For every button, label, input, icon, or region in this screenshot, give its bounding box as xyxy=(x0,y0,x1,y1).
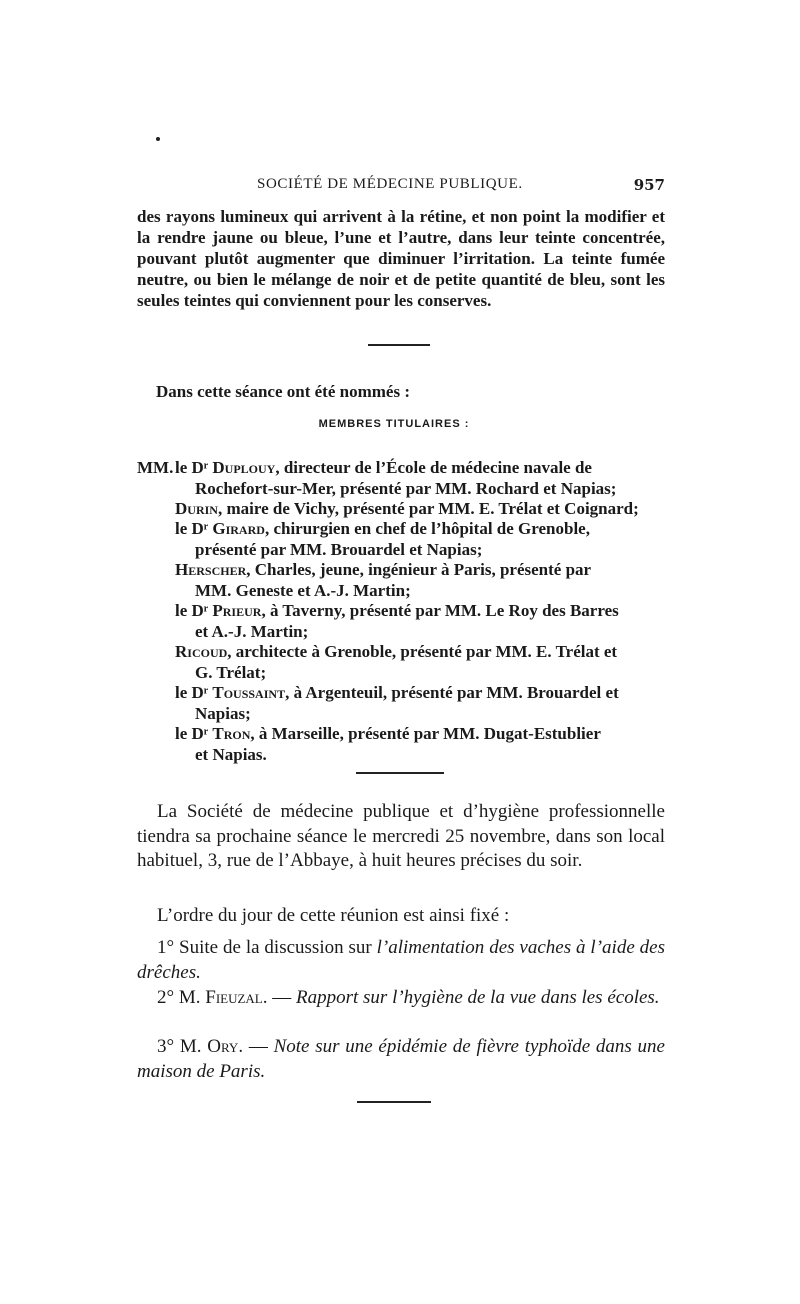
entry-continuation: Rochefort-sur-Mer, présenté par MM. Rochard et Napias; xyxy=(195,478,617,498)
member-entry xyxy=(175,683,665,724)
entry-text: , maire de Vichy, présenté par MM. E. Trélat et Coignard; xyxy=(217,499,639,518)
member-entry xyxy=(175,724,665,765)
section-divider xyxy=(357,1101,431,1103)
entry-prefix: le Dʳ xyxy=(175,601,209,620)
item-number: 2° xyxy=(157,987,175,1008)
item-dash: — xyxy=(267,987,296,1008)
item-text: Suite de la discussion sur xyxy=(179,937,377,958)
member-entry xyxy=(175,499,665,520)
member-entry xyxy=(175,519,665,560)
entry-prefix: le Dʳ xyxy=(175,458,209,477)
members-intro: Dans cette séance ont été nommés : xyxy=(156,382,410,401)
section-divider xyxy=(368,344,430,346)
member-name: Durin xyxy=(175,499,218,518)
entry-text: , Charles, jeune, ingénieur à Paris, présenté par xyxy=(246,560,592,579)
member-entry xyxy=(175,560,665,601)
agenda-item-3 xyxy=(137,1035,665,1084)
entry-prefix: le Dʳ xyxy=(175,519,209,538)
member-name: Ricoud xyxy=(175,642,228,661)
margin-dot xyxy=(156,137,160,141)
entry-text: , à Argenteuil, présenté par MM. Brouardel et xyxy=(285,683,619,702)
item-number: 3° xyxy=(157,1036,175,1057)
item-title: Note sur une épidémie de fièvre typhoïde dans une maison de Paris. xyxy=(137,1036,665,1082)
item-title: l’alimentation des vaches à l’aide des drêches. xyxy=(137,937,665,983)
entry-continuation: MM. Geneste et A.-J. Martin; xyxy=(195,580,411,600)
item-author: M. Ory. xyxy=(179,1036,244,1057)
agenda-item-1 xyxy=(137,936,665,985)
mm-label: MM. xyxy=(137,458,174,477)
item-number: 1° xyxy=(157,937,175,958)
member-entry xyxy=(175,642,665,683)
member-name: Herscher xyxy=(175,560,247,579)
entry-text: , chirurgien en chef de l’hôpital de Grenoble, xyxy=(264,519,590,538)
members-heading xyxy=(0,418,800,430)
entry-prefix: le Dʳ xyxy=(175,724,209,743)
member-name: Duplouy xyxy=(212,458,276,477)
entry-continuation: et A.-J. Martin; xyxy=(195,621,309,641)
page-header xyxy=(137,176,665,200)
agenda-intro: L’ordre du jour de cette réunion est ainsi fixé : xyxy=(157,905,510,926)
entry-text: , directeur de l’École de médecine navale de xyxy=(275,458,592,477)
entry-text: , à Taverny, présenté par MM. Le Roy des Barres xyxy=(261,601,619,620)
intro-paragraph: des rayons lumineux qui arrivent à la rétine, et non point la modifier et la rendre jaune ou bleue, l’une et l’autre, dans leur teinte concentrée, pouvant plutôt augmenter que diminuer l’irritation. La teinte fumée neutre, ou bien le mélange de noir et de petite quantité de bleu, sont les seules teintes qui conviennent pour les conserves. xyxy=(137,207,665,310)
page-number: 957 xyxy=(633,176,665,194)
running-title: SOCIÉTÉ DE MÉDECINE PUBLIQUE. xyxy=(257,176,523,192)
section-divider xyxy=(356,772,444,774)
member-name: Toussaint xyxy=(212,683,286,702)
member-name: Girard xyxy=(212,519,265,538)
entry-continuation: G. Trélat; xyxy=(195,662,267,682)
entry-text: , architecte à Grenoble, présenté par MM. E. Trélat et xyxy=(227,642,618,661)
item-dash: — xyxy=(243,1036,274,1057)
member-entry xyxy=(175,458,665,499)
member-entry xyxy=(175,601,665,642)
entry-text: , à Marseille, présenté par MM. Dugat-Estublier xyxy=(250,724,601,743)
entry-continuation: et Napias. xyxy=(195,744,267,764)
item-title: Rapport sur l’hygiène de la vue dans les écoles. xyxy=(296,987,660,1008)
announcement-paragraph: La Société de médecine publique et d’hygiène professionnelle tiendra sa prochaine séance le mercredi 25 novembre, dans son local habituel, 3, rue de l’Abbaye, à huit heures précises du soir. xyxy=(137,801,665,871)
entry-continuation: présenté par MM. Brouardel et Napias; xyxy=(195,539,483,559)
members-heading-text: MEMBRES TITULAIRES : xyxy=(318,418,470,430)
member-name: Prieur xyxy=(212,601,262,620)
entry-continuation: Napias; xyxy=(195,703,251,723)
item-author: M. Fieuzal. xyxy=(178,987,268,1008)
member-name: Tron xyxy=(212,724,251,743)
agenda-item-2 xyxy=(137,986,665,1011)
entry-prefix: le Dʳ xyxy=(175,683,209,702)
